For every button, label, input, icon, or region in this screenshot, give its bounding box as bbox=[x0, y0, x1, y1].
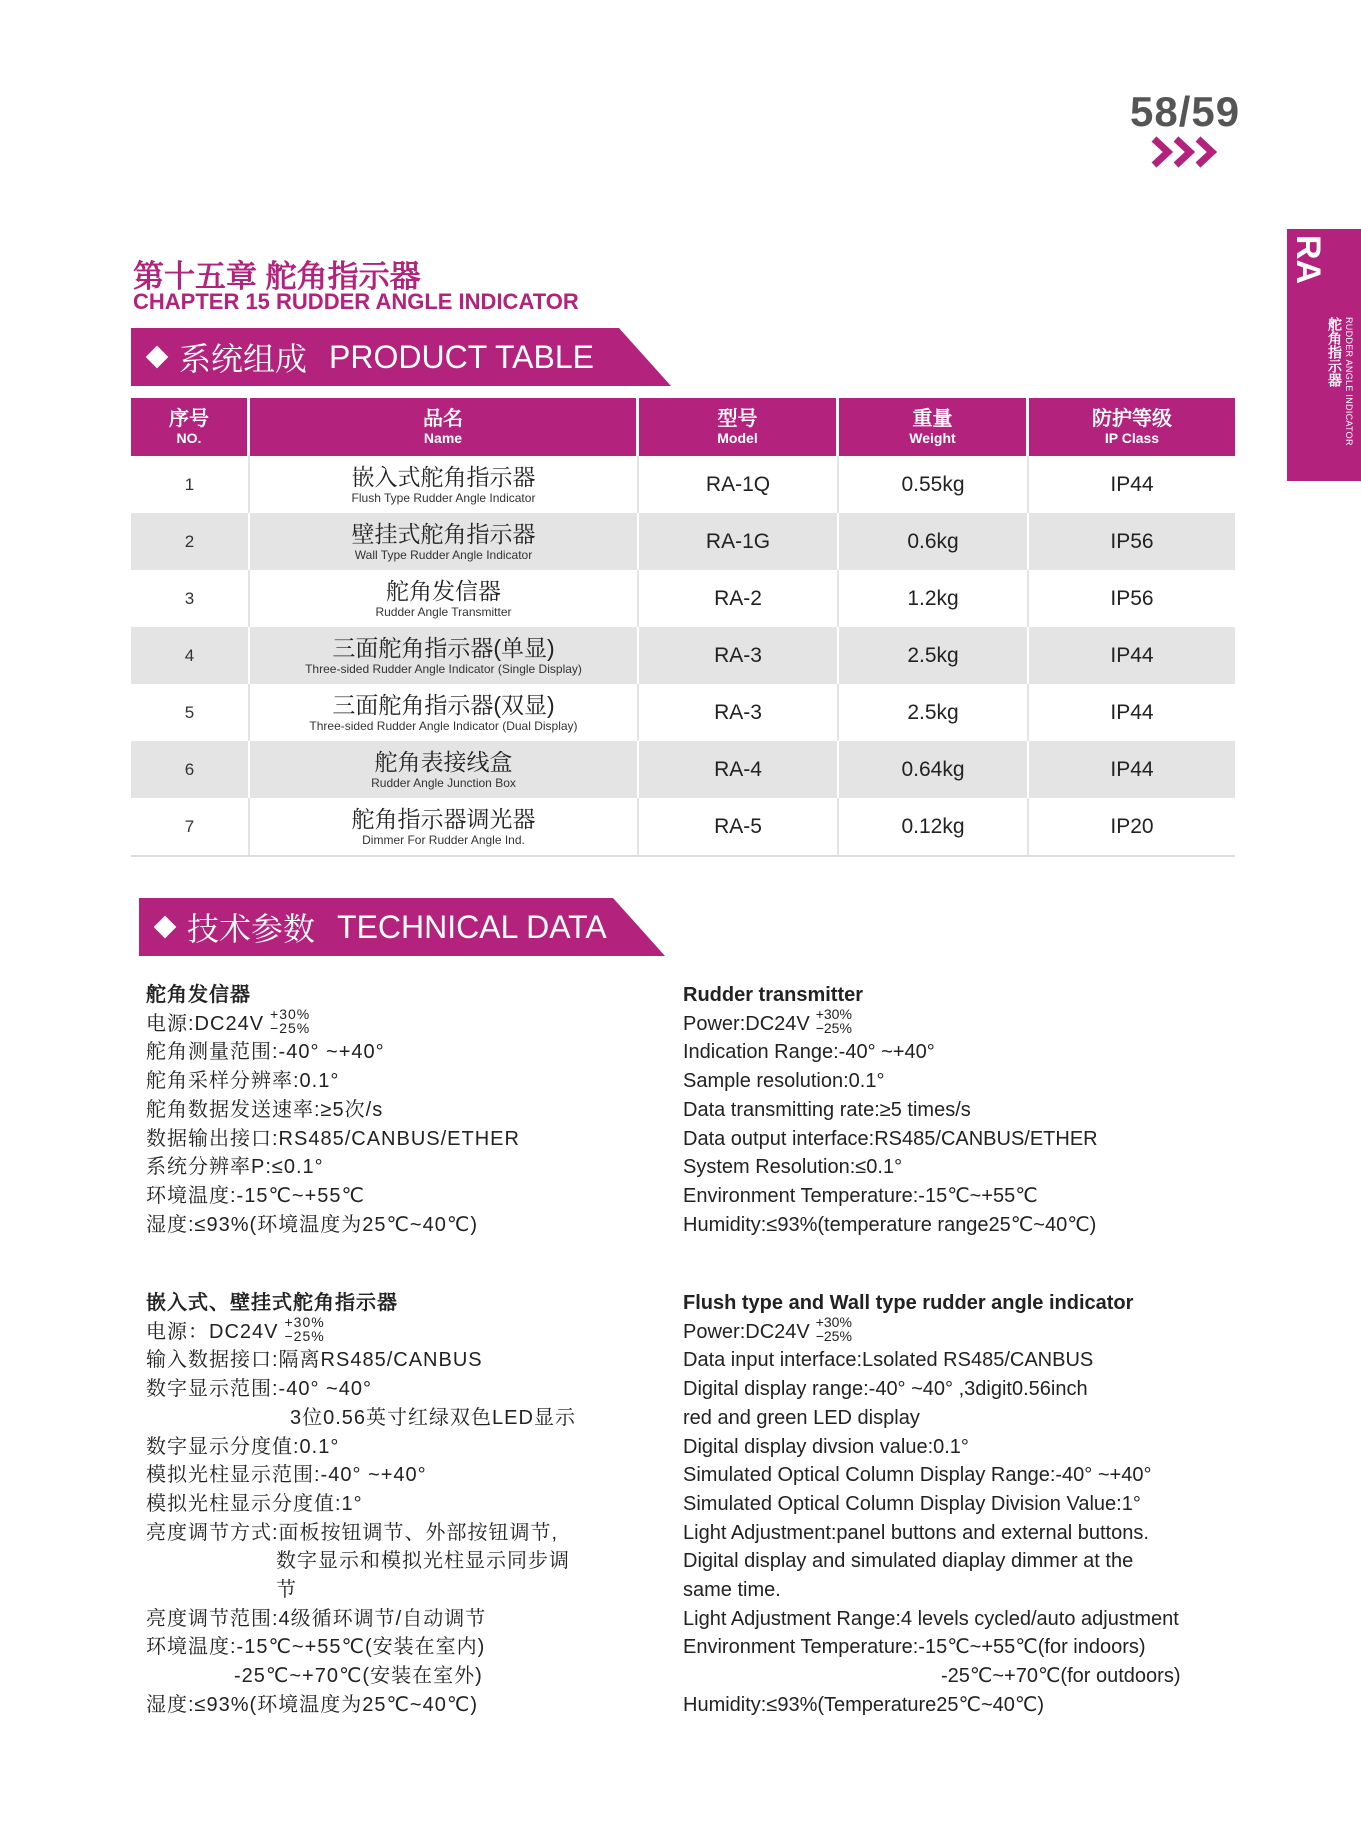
section-title: Rudder transmitter bbox=[683, 984, 864, 1006]
row-name: 嵌入式舵角指示器 Flush Type Rudder Angle Indicator bbox=[250, 456, 639, 513]
side-tab-en: RUDDER ANGLE INDICATOR bbox=[1344, 317, 1354, 446]
spec-line: Light Adjustment Range:4 levels cycled/auto adjustment bbox=[683, 1607, 1179, 1630]
spec-line: Indication Range:-40° ~+40° bbox=[683, 1041, 935, 1064]
row-no: 3 bbox=[131, 570, 250, 627]
table-row bbox=[131, 684, 1235, 741]
side-tab-code: RA bbox=[1289, 235, 1327, 285]
spec-line: 系统分辨率P:≤0.1° bbox=[146, 1156, 324, 1179]
row-name: 舵角发信器 Rudder Angle Transmitter bbox=[250, 570, 639, 627]
spec-line: Digital display divsion value:0.1° bbox=[683, 1435, 969, 1458]
row-weight: 0.12kg bbox=[839, 798, 1029, 855]
spec-line: Simulated Optical Column Display Range:-40° ~+40° bbox=[683, 1464, 1152, 1487]
spec-line: 数字显示范围:-40° ~40° bbox=[146, 1378, 372, 1401]
row-name: 壁挂式舵角指示器 Wall Type Rudder Angle Indicator bbox=[250, 513, 639, 570]
row-model: RA-2 bbox=[639, 570, 839, 627]
banner-title-cn: 系统组成 bbox=[179, 341, 308, 377]
spec-line: Digital display and simulated diaplay dimmer at the bbox=[683, 1550, 1134, 1573]
row-name: 舵角表接线盒 Rudder Angle Junction Box bbox=[250, 741, 639, 798]
header-ip-class: 防护等级 IP Class bbox=[1029, 398, 1235, 456]
triple-chevron-icon bbox=[1150, 135, 1220, 169]
spec-line: 亮度调节方式:面板按钮调节、外部按钮调节, bbox=[146, 1521, 559, 1544]
spec-line: Environment Temperature:-15℃~+55℃(for indoors) bbox=[683, 1636, 1146, 1659]
banner-title-en: TECHNICAL DATA bbox=[337, 908, 607, 945]
side-chapter-tab bbox=[1287, 229, 1361, 481]
spec-line: Humidity:≤93%(Temperature25℃~40℃) bbox=[683, 1693, 1045, 1716]
section-title: 嵌入式、壁挂式舵角指示器 bbox=[146, 1292, 398, 1314]
row-no: 1 bbox=[131, 456, 250, 513]
spec-line: Light Adjustment:panel buttons and external buttons. bbox=[683, 1521, 1149, 1544]
section-title: Flush type and Wall type rudder angle indicator bbox=[683, 1292, 1134, 1314]
chapter-title-en: CHAPTER 15 RUDDER ANGLE INDICATOR bbox=[133, 289, 579, 314]
row-ip: IP44 bbox=[1110, 700, 1154, 724]
spec-line: Simulated Optical Column Display Division Value:1° bbox=[683, 1492, 1141, 1515]
row-weight: 1.2kg bbox=[839, 570, 1029, 627]
power-line: Power:DC24V +30% −25% bbox=[683, 1006, 852, 1037]
row-no: 7 bbox=[131, 798, 250, 855]
section-title: 舵角发信器 bbox=[146, 984, 251, 1006]
spec-line: 数字显示分度值:0.1° bbox=[146, 1435, 340, 1458]
spec-line: Data input interface:Lsolated RS485/CANBUS bbox=[683, 1349, 1094, 1372]
row-name: 舵角指示器调光器 Dimmer For Rudder Angle Ind. bbox=[250, 798, 639, 855]
spec-line: 数字显示和模拟光柱显示同步调 bbox=[276, 1550, 570, 1573]
transmitter-cn-block bbox=[146, 981, 646, 1239]
side-tab-cn: 舵角指示器 bbox=[1327, 317, 1343, 387]
tolerance: +30% −25% bbox=[815, 1006, 852, 1037]
row-weight: 2.5kg bbox=[839, 627, 1029, 684]
row-weight: 0.64kg bbox=[839, 741, 1029, 798]
row-no: 2 bbox=[131, 513, 250, 570]
technical-data-banner bbox=[139, 898, 665, 956]
product-table-banner bbox=[131, 328, 671, 386]
row-name: 三面舵角指示器(单显) Three-sided Rudder Angle Indicator (Single Display) bbox=[250, 627, 639, 684]
row-no: 5 bbox=[131, 684, 250, 741]
tolerance: +30% −25% bbox=[815, 1314, 852, 1345]
spec-line: 湿度:≤93%(环境温度为25℃~40℃) bbox=[146, 1693, 478, 1716]
spec-line: System Resolution:≤0.1° bbox=[683, 1156, 903, 1179]
spec-line: 舵角数据发送速率:≥5次/s bbox=[146, 1098, 384, 1121]
spec-line: 节 bbox=[276, 1579, 297, 1602]
table-row bbox=[131, 741, 1235, 798]
table-row bbox=[131, 798, 1235, 855]
row-no: 6 bbox=[131, 741, 250, 798]
table-header bbox=[131, 398, 1235, 456]
header-weight: 重量 Weight bbox=[839, 398, 1029, 456]
spec-line: -25℃~+70℃(安装在室外) bbox=[234, 1665, 483, 1688]
row-model: RA-1Q bbox=[639, 456, 839, 513]
row-ip: IP44 bbox=[1110, 757, 1154, 781]
row-ip: IP44 bbox=[1110, 643, 1154, 667]
row-ip: IP56 bbox=[1110, 586, 1154, 610]
row-model: RA-4 bbox=[639, 741, 839, 798]
row-no: 4 bbox=[131, 627, 250, 684]
tolerance: +30% −25% bbox=[270, 1006, 311, 1037]
power-line: 电源：DC24V +30% −25% bbox=[146, 1314, 325, 1345]
header-no: 序号 NO. bbox=[131, 398, 250, 456]
spec-line: Environment Temperature:-15℃~+55℃ bbox=[683, 1184, 1038, 1207]
spec-line: -25℃~+70℃(for outdoors) bbox=[941, 1665, 1181, 1688]
spec-line: Humidity:≤93%(temperature range25℃~40℃) bbox=[683, 1213, 1097, 1236]
banner-title-cn: 技术参数 bbox=[187, 911, 316, 947]
spec-line: 湿度:≤93%(环境温度为25℃~40℃) bbox=[146, 1213, 478, 1236]
spec-line: Data transmitting rate:≥5 times/s bbox=[683, 1098, 971, 1121]
table-row bbox=[131, 513, 1235, 570]
row-weight: 0.6kg bbox=[839, 513, 1029, 570]
header-name: 品名 Name bbox=[250, 398, 639, 456]
table-row bbox=[131, 627, 1235, 684]
spec-line: 数据输出接口:RS485/CANBUS/ETHER bbox=[146, 1127, 520, 1150]
row-model: RA-1G bbox=[639, 513, 839, 570]
spec-line: 舵角测量范围:-40° ~+40° bbox=[146, 1041, 385, 1064]
power-line: Power:DC24V +30% −25% bbox=[683, 1314, 852, 1345]
row-model: RA-5 bbox=[639, 798, 839, 855]
header-model: 型号 Model bbox=[639, 398, 839, 456]
transmitter-en-block bbox=[683, 981, 1243, 1239]
power-line: 电源:DC24V +30% −25% bbox=[146, 1006, 311, 1037]
row-model: RA-3 bbox=[639, 627, 839, 684]
row-weight: 0.55kg bbox=[839, 456, 1029, 513]
row-ip: IP44 bbox=[1110, 472, 1154, 496]
chapter-title-cn: 第十五章 舵角指示器 bbox=[133, 259, 421, 294]
spec-line: 环境温度:-15℃~+55℃ bbox=[146, 1184, 365, 1207]
table-bottom-rule bbox=[131, 855, 1235, 857]
row-ip: IP20 bbox=[1110, 814, 1154, 838]
spec-line: 模拟光柱显示分度值:1° bbox=[146, 1492, 363, 1515]
spec-line: 3位0.56英寸红绿双色LED显示 bbox=[290, 1406, 576, 1429]
row-ip: IP56 bbox=[1110, 529, 1154, 553]
product-table bbox=[131, 398, 1235, 857]
indicator-en-block bbox=[683, 1289, 1243, 1720]
spec-line: 模拟光柱显示范围:-40° ~+40° bbox=[146, 1464, 427, 1487]
spec-line: 环境温度:-15℃~+55℃(安装在室内) bbox=[146, 1636, 486, 1659]
row-weight: 2.5kg bbox=[839, 684, 1029, 741]
spec-line: Digital display range:-40° ~40° ,3digit0.56inch bbox=[683, 1378, 1088, 1401]
spec-line: 舵角采样分辨率:0.1° bbox=[146, 1070, 340, 1093]
indicator-cn-block bbox=[146, 1289, 646, 1720]
table-row bbox=[131, 570, 1235, 627]
row-model: RA-3 bbox=[639, 684, 839, 741]
table-row bbox=[131, 456, 1235, 513]
spec-line: 亮度调节范围:4级循环调节/自动调节 bbox=[146, 1607, 487, 1630]
tolerance: +30% −25% bbox=[284, 1314, 325, 1345]
row-name: 三面舵角指示器(双显) Three-sided Rudder Angle Indicator (Dual Display) bbox=[250, 684, 639, 741]
spec-line: Sample resolution:0.1° bbox=[683, 1070, 885, 1093]
page-number: 58/59 bbox=[1130, 88, 1241, 135]
spec-line: 输入数据接口:隔离RS485/CANBUS bbox=[146, 1349, 483, 1372]
spec-line: Data output interface:RS485/CANBUS/ETHER bbox=[683, 1127, 1098, 1150]
spec-line: red and green LED display bbox=[683, 1406, 920, 1429]
banner-title-en: PRODUCT TABLE bbox=[329, 338, 594, 375]
spec-line: same time. bbox=[683, 1579, 781, 1602]
